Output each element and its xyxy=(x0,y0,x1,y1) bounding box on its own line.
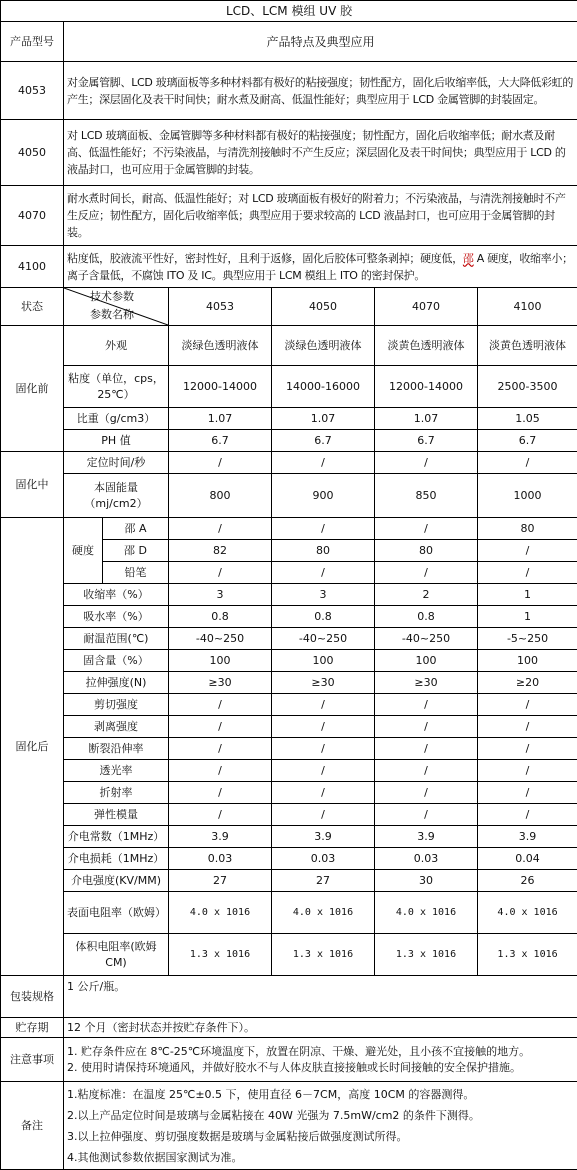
product-description: 对 LCD 玻璃面板、金属管脚等多种材料都有极好的粘接强度；韧性配方，固化后收缩率低；耐水煮及耐高、低温性能好；不污染液晶，与清洗剂接触时不产生反应；深层固化及表干时间快；典型应用于 LCD 的液晶封口，也可应用于金属管脚的封装。 xyxy=(64,120,577,186)
product-model: 4100 xyxy=(1,246,64,288)
cautions-list xyxy=(64,1038,577,1082)
param-value: 1000 xyxy=(478,474,577,518)
table-row xyxy=(1,848,577,870)
param-value: 1.07 xyxy=(272,408,375,430)
param-value: 0.03 xyxy=(272,848,375,870)
product-description: 耐水煮时间长，耐高、低温性能好；对 LCD 玻璃面板有极好的附着力；不污染液晶，与清洗剂接触时不产生反应；韧性配方，固化后收缩率低；典型应用于要求较高的 LCD 液晶封口，也可应用于金属管脚的封装。 xyxy=(64,186,577,246)
param-value: / xyxy=(375,562,478,584)
table-row xyxy=(1,826,577,848)
param-value: / xyxy=(272,804,375,826)
param-value: 6.7 xyxy=(272,430,375,452)
product-description: 对金属管脚、LCD 玻璃面板等多种材料都有极好的粘接强度；韧性配方，固化后收缩率低，大大降低彩虹的产生；深层固化及表干时间快；耐水煮及耐高、低温性能好；典型应用于 LCD 金属管脚的封装固定。 xyxy=(64,62,577,120)
section-label-during: 固化中 xyxy=(1,452,64,518)
storage-value: 12 个月（密封状态并按贮存条件下）。 xyxy=(64,1018,577,1038)
table-row xyxy=(1,518,577,540)
model-col-header: 4050 xyxy=(272,288,375,326)
param-value: 80 xyxy=(272,540,375,562)
param-name: 介电常数（1MHz） xyxy=(64,826,169,848)
model-col-header: 4070 xyxy=(375,288,478,326)
param-name: 体积电阻率(欧姆 CM) xyxy=(64,934,169,976)
cautions-label: 注意事项 xyxy=(1,1038,64,1082)
param-value: 1.3 x 1016 xyxy=(375,934,478,976)
remarks-label: 备注 xyxy=(1,1082,64,1170)
param-value: / xyxy=(169,694,272,716)
param-value: 1.3 x 1016 xyxy=(169,934,272,976)
product-row xyxy=(1,246,577,288)
param-value: 3.9 xyxy=(272,826,375,848)
param-value: 12000-14000 xyxy=(169,366,272,408)
table-row xyxy=(1,892,577,934)
param-value: / xyxy=(169,518,272,540)
param-value: 27 xyxy=(169,870,272,892)
param-name: 铅笔 xyxy=(103,562,169,584)
param-name: 比重（g/cm3） xyxy=(64,408,169,430)
param-value: 80 xyxy=(375,540,478,562)
table-title: LCD、LCM 模组 UV 胶 xyxy=(1,1,577,22)
param-value: 27 xyxy=(272,870,375,892)
param-value: 4.0 x 1016 xyxy=(169,892,272,934)
param-value: / xyxy=(272,716,375,738)
model-col-header: 4100 xyxy=(478,288,577,326)
param-value: / xyxy=(169,562,272,584)
param-name: 折射率 xyxy=(64,782,169,804)
param-name: 外观 xyxy=(64,326,169,366)
product-model: 4053 xyxy=(1,62,64,120)
param-value: / xyxy=(478,782,577,804)
param-value: 0.04 xyxy=(478,848,577,870)
param-value: 淡黄色透明液体 xyxy=(478,326,577,366)
param-name: 透光率 xyxy=(64,760,169,782)
section-label-after: 固化后 xyxy=(1,518,64,976)
param-value: 1 xyxy=(478,584,577,606)
param-name: 定位时间/秒 xyxy=(64,452,169,474)
remark-item: 4.其他测试参数依据国家测试为准。 xyxy=(67,1150,243,1164)
param-value: / xyxy=(375,804,478,826)
table-row xyxy=(1,934,577,976)
packaging-value: 1 公斤/瓶。 xyxy=(64,976,577,1018)
param-name: 表面电阻率（欧姆） xyxy=(64,892,169,934)
product-row xyxy=(1,186,577,246)
param-name: 剪切强度 xyxy=(64,694,169,716)
param-name: 耐温范围(℃) xyxy=(64,628,169,650)
param-value: 1.05 xyxy=(478,408,577,430)
param-name: 介电损耗（1MHz） xyxy=(64,848,169,870)
param-value: / xyxy=(478,716,577,738)
param-value: 6.7 xyxy=(478,430,577,452)
param-value: / xyxy=(169,782,272,804)
param-value: 800 xyxy=(169,474,272,518)
param-value: / xyxy=(375,518,478,540)
param-value: 850 xyxy=(375,474,478,518)
param-value: ≥30 xyxy=(272,672,375,694)
param-value: / xyxy=(478,562,577,584)
param-value: 1.3 x 1016 xyxy=(478,934,577,976)
param-value: 3.9 xyxy=(375,826,478,848)
param-value: / xyxy=(478,804,577,826)
state-label: 状态 xyxy=(1,288,64,326)
param-value: 4.0 x 1016 xyxy=(272,892,375,934)
param-value: / xyxy=(478,452,577,474)
description-text: 粘度低，胶液流平性好，密封性好，且利于返修，固化后胶体可整条剥掉；硬度低， xyxy=(67,251,463,265)
product-model: 4050 xyxy=(1,120,64,186)
caution-item: 1. 贮存条件应在 8℃-25℃环境温度下，放置在阴凉、干燥、避光处，且小孩不宜接触的地方。 xyxy=(67,1044,531,1058)
model-header: 产品型号 xyxy=(1,22,64,62)
param-value: -40~250 xyxy=(169,628,272,650)
param-value: 1.3 x 1016 xyxy=(272,934,375,976)
param-value: / xyxy=(272,562,375,584)
table-row xyxy=(1,870,577,892)
param-name: 介电强度(KV/MM) xyxy=(64,870,169,892)
param-value: / xyxy=(375,716,478,738)
table-row xyxy=(1,760,577,782)
param-value: 淡黄色透明液体 xyxy=(375,326,478,366)
table-row xyxy=(1,628,577,650)
param-value: 14000-16000 xyxy=(272,366,375,408)
param-label: 技术参数 xyxy=(90,290,134,303)
param-value: 100 xyxy=(169,650,272,672)
param-value: 6.7 xyxy=(169,430,272,452)
param-value: 3 xyxy=(272,584,375,606)
param-value: 900 xyxy=(272,474,375,518)
param-value: 2 xyxy=(375,584,478,606)
caution-item: 2. 使用时请保持环境通风，并做好胶水不与人体皮肤直接接触或长时间接触的安全保护措施。 xyxy=(67,1060,521,1074)
remark-item: 1.粘度标准：在温度 25℃±0.5 下，使用直径 6－7CM，高度 10CM 的容器测得。 xyxy=(67,1087,475,1101)
param-name: PH 值 xyxy=(64,430,169,452)
param-name: 邵 D xyxy=(103,540,169,562)
param-name: 本固能量（mj/cm2） xyxy=(64,474,169,518)
table-row xyxy=(1,452,577,474)
param-value: 4.0 x 1016 xyxy=(478,892,577,934)
param-value: / xyxy=(375,694,478,716)
param-name: 邵 A xyxy=(103,518,169,540)
product-description xyxy=(64,246,577,288)
param-value: / xyxy=(169,804,272,826)
param-value: / xyxy=(272,694,375,716)
param-name: 剥离强度 xyxy=(64,716,169,738)
param-value: / xyxy=(478,694,577,716)
param-value: 0.03 xyxy=(375,848,478,870)
param-value: 100 xyxy=(375,650,478,672)
param-value: / xyxy=(478,540,577,562)
param-name: 吸水率（%） xyxy=(64,606,169,628)
table-row xyxy=(1,408,577,430)
table-row xyxy=(1,782,577,804)
param-value: / xyxy=(169,452,272,474)
param-value: 100 xyxy=(272,650,375,672)
table-row xyxy=(1,738,577,760)
param-value: -40~250 xyxy=(272,628,375,650)
param-name: 粘度（单位，cps，25℃） xyxy=(64,366,169,408)
param-value: / xyxy=(375,782,478,804)
remark-item: 3.以上拉伸强度、剪切强度数据是玻璃与金属粘接后做强度测试所得。 xyxy=(67,1129,408,1143)
param-value: 0.8 xyxy=(272,606,375,628)
hardness-label: 硬度 xyxy=(64,518,103,584)
features-header: 产品特点及典型应用 xyxy=(64,22,577,62)
param-value: 3.9 xyxy=(478,826,577,848)
table-row xyxy=(1,650,577,672)
param-value: -5~250 xyxy=(478,628,577,650)
param-name: 收缩率（%） xyxy=(64,584,169,606)
param-value: 82 xyxy=(169,540,272,562)
param-name: 断裂沿伸率 xyxy=(64,738,169,760)
table-row xyxy=(1,326,577,366)
table-row xyxy=(1,366,577,408)
param-value: ≥30 xyxy=(375,672,478,694)
table-row xyxy=(1,804,577,826)
param-value: 0.8 xyxy=(375,606,478,628)
param-value: / xyxy=(169,716,272,738)
product-row xyxy=(1,62,577,120)
table-row xyxy=(1,584,577,606)
param-value: 1 xyxy=(478,606,577,628)
param-value: 0.03 xyxy=(169,848,272,870)
param-value: / xyxy=(478,738,577,760)
param-value: 1.07 xyxy=(169,408,272,430)
storage-label: 贮存期 xyxy=(1,1018,64,1038)
param-value: / xyxy=(272,738,375,760)
param-value: / xyxy=(375,738,478,760)
param-name: 拉伸强度(N) xyxy=(64,672,169,694)
param-value: 3.9 xyxy=(169,826,272,848)
table-row xyxy=(1,672,577,694)
param-value: 3 xyxy=(169,584,272,606)
description-text: A 硬度，收缩率小；离子含量低，不腐蚀 ITO 及 IC。典型应用于 LCM 模组上 ITO 的密封保护。 xyxy=(67,251,573,282)
table-row xyxy=(1,606,577,628)
product-row xyxy=(1,120,577,186)
param-value: / xyxy=(169,760,272,782)
param-value: 淡绿色透明液体 xyxy=(272,326,375,366)
table-row xyxy=(1,694,577,716)
param-value: 12000-14000 xyxy=(375,366,478,408)
param-value: / xyxy=(272,452,375,474)
section-label-before: 固化前 xyxy=(1,326,64,452)
param-value: 80 xyxy=(478,518,577,540)
param-value: -40~250 xyxy=(375,628,478,650)
model-col-header: 4053 xyxy=(169,288,272,326)
param-value: / xyxy=(272,760,375,782)
product-model: 4070 xyxy=(1,186,64,246)
param-value: 0.8 xyxy=(169,606,272,628)
table-row xyxy=(1,430,577,452)
table-row xyxy=(1,474,577,518)
param-value: 26 xyxy=(478,870,577,892)
name-label: 参数名称 xyxy=(90,308,134,321)
remark-item: 2.以上产品定位时间是玻璃与金属粘接在 40W 光强为 7.5mW/cm2 的条件下测得。 xyxy=(67,1108,480,1122)
packaging-label: 包装规格 xyxy=(1,976,64,1018)
param-name: 弹性模量 xyxy=(64,804,169,826)
param-value: 100 xyxy=(478,650,577,672)
param-value: / xyxy=(272,782,375,804)
flagged-word: 邵 xyxy=(462,251,474,265)
table-row xyxy=(1,716,577,738)
param-value: / xyxy=(375,452,478,474)
param-value: / xyxy=(169,738,272,760)
param-value: 4.0 x 1016 xyxy=(375,892,478,934)
param-name: 固含量（%） xyxy=(64,650,169,672)
param-value: / xyxy=(272,518,375,540)
param-value: 1.07 xyxy=(375,408,478,430)
param-value: 淡绿色透明液体 xyxy=(169,326,272,366)
param-value: ≥20 xyxy=(478,672,577,694)
diagonal-header-cell xyxy=(64,288,169,326)
param-value: ≥30 xyxy=(169,672,272,694)
param-value: / xyxy=(478,760,577,782)
remarks-list xyxy=(64,1082,577,1170)
param-value: 6.7 xyxy=(375,430,478,452)
param-value: / xyxy=(375,760,478,782)
param-value: 30 xyxy=(375,870,478,892)
param-value: 2500-3500 xyxy=(478,366,577,408)
